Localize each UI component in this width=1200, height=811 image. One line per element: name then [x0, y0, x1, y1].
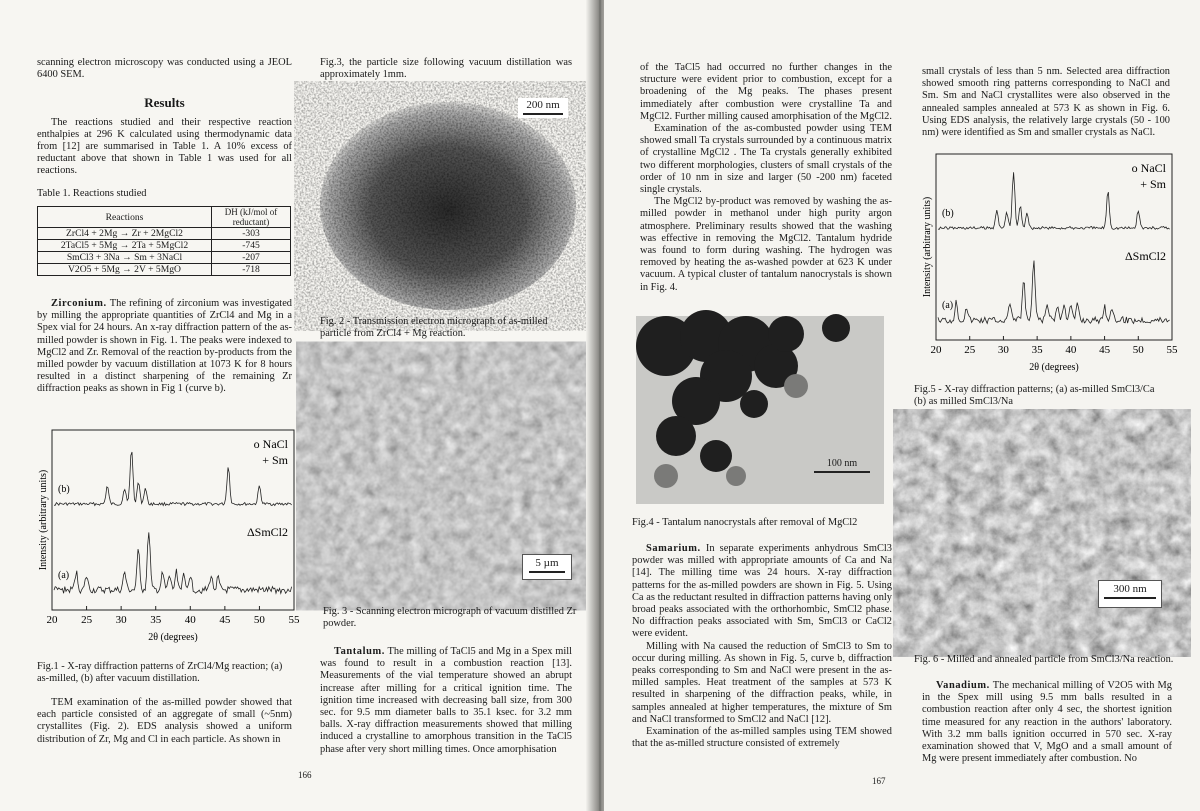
table-cell: -207 — [212, 252, 291, 264]
zirconium-section — [37, 298, 292, 396]
fig4-image — [636, 316, 884, 504]
fig6-scale-line — [1104, 597, 1156, 599]
left-page-number: 166 — [298, 770, 312, 780]
fig1-caption: Fig.1 - X-ray diffraction patterns of ZrCl4/Mg reaction; (a) as-milled, (b) after vacuum distillation. — [37, 661, 283, 685]
fig6-scale-bar — [1098, 580, 1162, 608]
x-axis-label: 2θ (degrees) — [1029, 362, 1079, 373]
tantalum-paragraph: The milling of TaCl5 and Mg in a Spex mill was found to result in a combustion reaction [13]. Measurements of the vial temperature showed an abrupt increase after milling for a critical ignition time. The ignition time increased with decreasing ball size, from 300 sec. for 9.5 mm diameter balls to 35.1 ksec. for 3.2 mm balls. X-ray diffraction measurements showed that milling induced a crystalline to amorphous transition in the TaCl5 phase after very short milling times. Once amorphisation — [320, 646, 572, 755]
small-crystals-text: small crystals of less than 5 nm. Selected area diffraction showed smooth ring patterns corresponding to NaCl and Sm. Sm and NaCl crystallites were also observed in the annealed samples annealed at 573 K as shown in Fig. 6. Using EDS analysis, the relatively large crystals (50 - 100 nm) were identified as Sm and smaller crystals as NaCl. — [922, 66, 1170, 139]
x-tick-label: 35 — [1031, 344, 1043, 356]
table-cell: SmCl3 + 3Na → Sm + 3NaCl — [38, 252, 212, 264]
tantalum-section — [320, 646, 572, 756]
x-tick-label: 50 — [253, 614, 265, 626]
series-label: (b) — [942, 208, 954, 219]
plot-frame — [936, 154, 1172, 340]
table-cell: -303 — [212, 228, 291, 240]
x-tick-label: 45 — [219, 614, 231, 626]
amorphisation-text: of the TaCl5 had occurred no further changes in the structure were evident prior to combustion, except for a broadening of the Mg peaks. The phases present immediately after combustion were crystalline Ta and MgCl2. Further milling caused amorphisation of the MgCl2. — [640, 62, 892, 122]
washing-paragraph: The MgCl2 by-product was removed by washing the as-milled powder in methanol under high purity argon atmosphere. Preliminary results showed that the washing was effective in removing the MgCl2. Tantalum hydride was found to form during washing. The hydrogen was removed by heating the as-washed powder at 623 K under vacuum. A typical cluster of tantalum nanocrystals is shown in Fig. 4. — [640, 196, 892, 293]
table-header: Reactions — [38, 207, 212, 228]
x-tick-label: 20 — [46, 614, 58, 626]
fig4-caption: Fig.4 - Tantalum nanocrystals after removal of MgCl2 — [632, 517, 858, 528]
vanadium-section — [922, 680, 1172, 765]
tem-paragraph-container — [37, 697, 292, 746]
fig4-tem-micrograph — [636, 316, 884, 504]
x-tick-label: 40 — [184, 614, 196, 626]
table-cell: 2TaCl5 + 5Mg → 2Ta + 5MgCl2 — [38, 240, 212, 252]
table-cell: -745 — [212, 240, 291, 252]
series-line — [54, 532, 292, 593]
right-col1-top — [640, 62, 892, 294]
results-paragraph: The reactions studied and their respective reaction enthalpies at 296 K calculated using thermodynamic data from [12] are summarised in Table 1. A 10% excess of reductant above that shown in Table 1 was used for all reactions. — [37, 116, 292, 177]
right-page — [604, 0, 1200, 811]
x-tick-label: 55 — [1166, 344, 1178, 356]
x-axis-label: 2θ (degrees) — [148, 632, 198, 643]
x-tick-label: 25 — [964, 344, 976, 356]
fig3-scale-bar — [522, 554, 572, 580]
as-combusted-paragraph: Examination of the as-combusted powder using TEM showed small Ta crystals surrounded by a continuous matrix of crystalline MgCl2 . The Ta crystals generally exhibited two different morphologies, clusters of small crystals of the order of 10 nm in size and larger (50 -200 nm) faceted single crystals. — [640, 123, 892, 196]
series-line — [54, 452, 292, 506]
fig3-scale-line — [529, 571, 565, 573]
y-axis-label: Intensity (arbitrary units) — [922, 196, 933, 298]
fig1-xrd-chart — [36, 424, 298, 646]
table-cell: -718 — [212, 264, 291, 276]
x-tick-label: 45 — [1099, 344, 1111, 356]
zirconium-heading: Zirconium. — [51, 298, 107, 309]
legend-entry: + Sm — [1140, 177, 1166, 191]
tantalum-heading: Tantalum. — [334, 646, 385, 657]
legend-entry: ΔSmCl2 — [1124, 249, 1166, 263]
fig2-scale-line — [523, 113, 563, 115]
legend-entry: o NaCl — [253, 437, 288, 451]
fig6-micrograph — [918, 430, 1166, 636]
tem-paragraph: TEM examination of the as-milled powder showed that each particle consisted of an aggregate of small (~5nm) crystallites (Fig. 2). EDS analysis showed a uniform distribution of Zr, Mg and Cl in each particle. As shown in — [37, 697, 292, 745]
fig6-caption: Fig. 6 - Milled and annealed particle from SmCl3/Na reaction. — [914, 654, 1174, 665]
left-page — [0, 0, 598, 811]
x-tick-label: 30 — [115, 614, 127, 626]
fig2-scale-bar — [518, 98, 568, 118]
x-tick-label: 55 — [288, 614, 300, 626]
table-cell: ZrCl4 + 2Mg → Zr + 2MgCl2 — [38, 228, 212, 240]
table-cell: V2O5 + 5Mg → 2V + 5MgO — [38, 264, 212, 276]
fig4-scale-line — [814, 471, 870, 473]
results-heading: Results — [144, 95, 185, 111]
series-line — [938, 172, 1170, 229]
fig6-scale-label: 300 nm — [1113, 583, 1147, 595]
legend-entry: ΔSmCl2 — [246, 525, 288, 539]
table-header: DH (kJ/mol of reductant) — [212, 207, 291, 228]
legend-entry: + Sm — [262, 453, 288, 467]
series-label: (a) — [942, 300, 954, 311]
x-tick-label: 30 — [997, 344, 1009, 356]
fig4-scale-bar — [812, 458, 872, 473]
fig3-sem-micrograph — [322, 364, 578, 588]
tem-examination-paragraph: Examination of the as-milled samples using TEM showed that the as-milled structure consisted of extremely — [632, 726, 892, 750]
fig2-image — [322, 94, 574, 308]
x-tick-label: 20 — [930, 344, 942, 356]
samarium-heading: Samarium. — [646, 543, 701, 554]
samarium-section — [632, 543, 892, 750]
na-milling-paragraph: Milling with Na caused the reduction of SmCl3 to Sm to occur during milling. As shown in Fig. 5, curve b, diffraction peaks corresponding to Sm and NaCl were present in the as-milled samples. Heat treatment of the samples at 573 K resulted in sharpening of the diffraction peaks, while, in samples annealed at higher temperatures, the mixture of Sm and NaCl transformed to SmCl2 and NaCl [12]. — [632, 640, 892, 725]
x-tick-label: 35 — [150, 614, 162, 626]
zirconium-paragraph: The refining of zirconium was investigated by milling the appropriate quantities of ZrCl4 and Mg in a Spex vial for 24 hours. An x-ray diffraction pattern of the as-milled powder is shown in Fig. 1. The peaks were indexed to MgCl2 and Zr. Removal of the reaction by-products from the milled powder by vacuum distillation at 1073 K for 8 hours resulted in a distinct sharpening of the remaining Zr diffraction peaks as shown in Fig 1 (curve b). — [37, 298, 292, 395]
fig3-caption: Fig. 3 - Scanning electron micrograph of vacuum distilled Zr powder. — [323, 606, 577, 630]
legend-entry: o NaCl — [1131, 161, 1166, 175]
particle-size-text: Fig.3, the particle size following vacuum distillation was approximately 1mm. — [320, 57, 572, 81]
fig2-tem-micrograph — [322, 94, 574, 308]
fig2-scale-label: 200 nm — [526, 99, 560, 111]
series-line — [938, 261, 1170, 324]
fig4-scale-label: 100 nm — [826, 458, 858, 469]
x-tick-label: 50 — [1132, 344, 1144, 356]
left-col1 — [37, 57, 292, 200]
reactions-table — [37, 206, 291, 276]
vanadium-paragraph: The mechanical milling of V2O5 with Mg in the Spex mill using 9.5 mm balls resulted in a combustion reaction after only 4 sec, the shortest ignition time measured for any reaction in the authors' laboratory. With 3.2 mm balls ignition occurred in 570 sec. X-ray examination showed that V, MgO and a small amount of Mg were present immediately after combustion. No — [922, 680, 1172, 765]
x-tick-label: 40 — [1065, 344, 1077, 356]
series-label: (b) — [58, 484, 70, 495]
series-label: (a) — [58, 570, 70, 581]
samarium-paragraph: In separate experiments anhydrous SmCl3 powder was milled with appropriate amounts of Ca and Na [14]. The milling time was 24 hours. X-ray diffraction patterns for the as-milled powders are shown in Fig. 5. Using Ca as the reductant resulted in diffraction patterns having only broad peaks associated with the orthorhombic, SmCl2 phase. No diffraction peaks associated with Sm, SmCl3 or CaCl2 were evident. — [632, 543, 892, 640]
left-col2-top — [320, 57, 572, 81]
table-caption: Table 1. Reactions studied — [37, 187, 147, 199]
x-tick-label: 25 — [81, 614, 93, 626]
fig5-xrd-chart — [920, 148, 1176, 376]
y-axis-label: Intensity (arbitrary units) — [38, 469, 49, 571]
right-page-number: 167 — [872, 776, 886, 786]
right-col2-top — [922, 66, 1170, 139]
fig5-caption: Fig.5 - X-ray diffraction patterns; (a) as-milled SmCl3/Ca (b) as milled SmCl3/Na — [914, 384, 1155, 408]
intro-text: scanning electron microscopy was conducted using a JEOL 6400 SEM. — [37, 57, 292, 81]
vanadium-heading: Vanadium. — [936, 680, 990, 691]
fig3-scale-label: 5 µm — [535, 557, 559, 569]
fig2-caption: Fig. 2 - Transmission electron micrograph of as-milled particle from ZrCl4 + Mg reaction. — [320, 316, 548, 340]
